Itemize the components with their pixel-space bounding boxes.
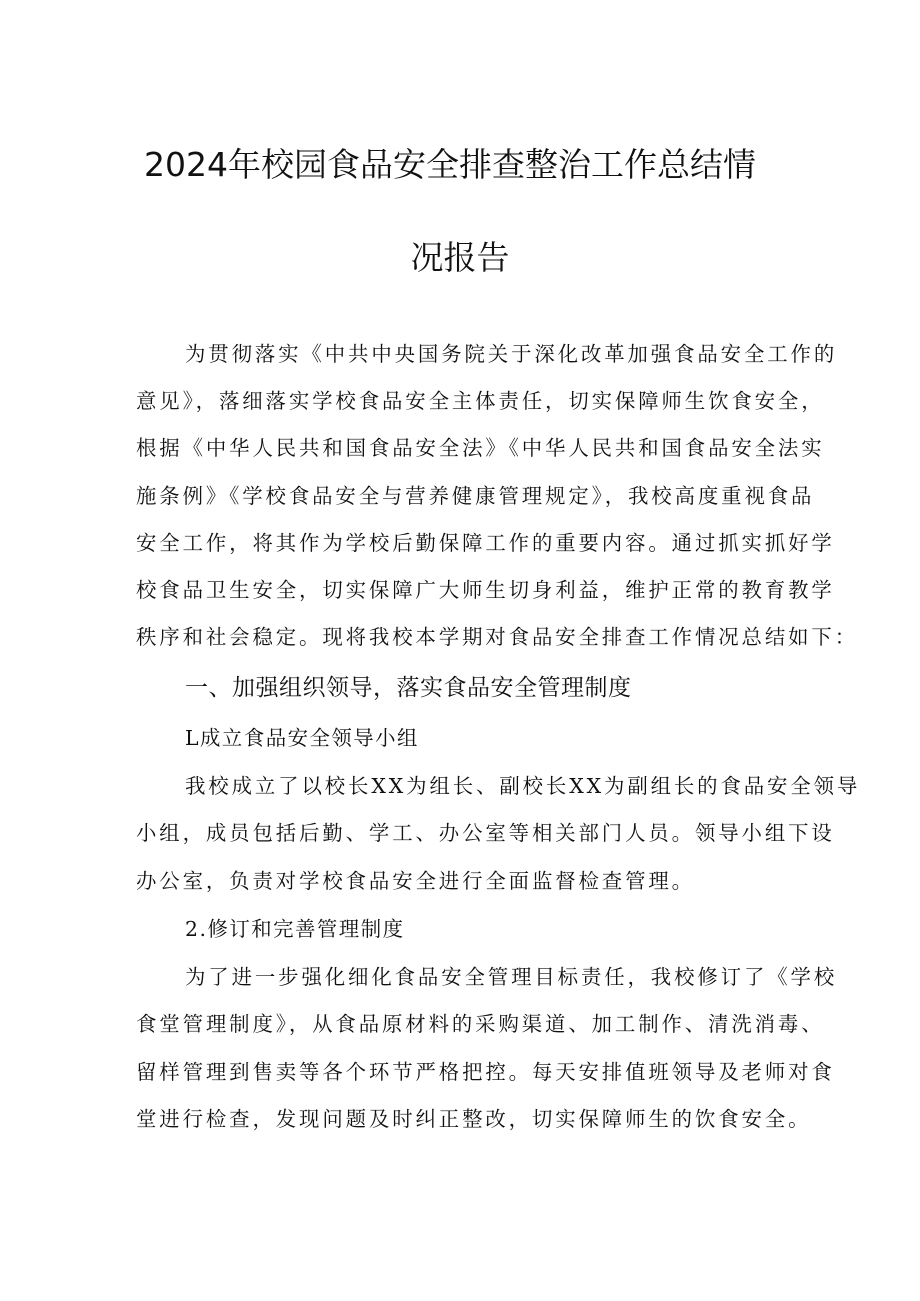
- intro-paragraph-line: 安全工作，将其作为学校后勤保障工作的重要内容。通过抓实抓好学: [136, 531, 835, 555]
- item-1-title: L成立食品安全领导小组: [185, 726, 419, 750]
- intro-paragraph-line: 秩序和社会稳定。现将我校本学期对食品安全排查工作情况总结如下：: [136, 625, 859, 649]
- item-2-paragraph-line: 堂进行检查，发现问题及时纠正整改，切实保障师生的饮食安全。: [136, 1107, 812, 1131]
- document-title-line-1: 2024年校园食品安全排查整治工作总结情: [144, 145, 756, 184]
- intro-paragraph-line: 根据《中华人民共和国食品安全法》《中华人民共和国食品安全法实: [136, 436, 825, 460]
- intro-paragraph-line: 意见》，落细落实学校食品安全主体责任，切实保障师生饮食安全，: [136, 389, 825, 413]
- document-title-line-2: 况报告: [410, 238, 510, 277]
- item-2-paragraph-line: 为了进一步强化细化食品安全管理目标责任，我校修订了《学校: [185, 965, 838, 989]
- item-1-paragraph-line: 小组，成员包括后勤、学工、办公室等相关部门人员。领导小组下设: [136, 821, 835, 845]
- section-1-heading: 一、加强组织领导，落实食品安全管理制度: [185, 675, 632, 701]
- item-2-title: 2.修订和完善管理制度: [185, 917, 405, 941]
- item-2-paragraph-line: 食堂管理制度》，从食品原材料的采购渠道、加工制作、清洗消毒、: [136, 1012, 825, 1036]
- intro-paragraph-line: 为贯彻落实《中共中央国务院关于深化改革加强食品安全工作的: [185, 342, 838, 366]
- intro-paragraph-line: 施条例》《学校食品安全与营养健康管理规定》，我校高度重视食品: [136, 484, 815, 508]
- item-2-paragraph-line: 留样管理到售卖等各个环节严格把控。每天安排值班领导及老师对食: [136, 1060, 835, 1084]
- item-1-paragraph-line: 办公室，负责对学校食品安全进行全面监督检查管理。: [136, 869, 695, 893]
- intro-paragraph-line: 校食品卫生安全，切实保障广大师生切身利益，维护正常的教育教学: [136, 578, 835, 602]
- item-1-paragraph-line: 我校成立了以校长XX为组长、副校长XX为副组长的食品安全领导: [185, 774, 861, 798]
